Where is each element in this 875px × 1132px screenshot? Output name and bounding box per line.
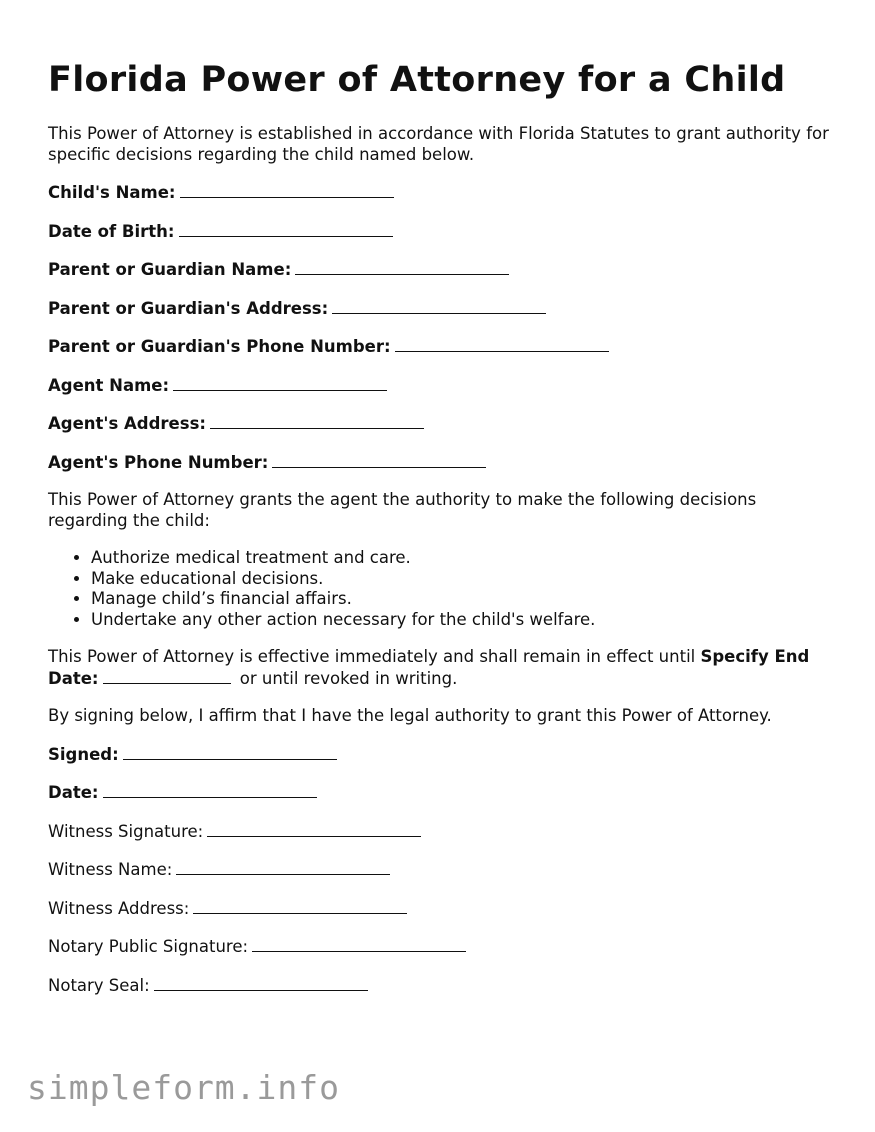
authority-intro: This Power of Attorney grants the agent the authority to make the following decisions regarding the child: xyxy=(48,490,757,530)
field-label: Notary Public Signature: xyxy=(48,937,249,956)
field-label: Notary Seal: xyxy=(48,975,150,995)
field-notary-signature xyxy=(48,936,838,958)
field-label: Agent's Phone Number: xyxy=(48,452,269,472)
field-date xyxy=(48,782,838,804)
field-parent-phone xyxy=(48,336,838,358)
witness-address-blank[interactable] xyxy=(193,898,407,914)
document-title: Florida Power of Attorney for a Child xyxy=(48,60,786,100)
field-signed xyxy=(48,744,838,766)
signed-blank[interactable] xyxy=(123,744,337,760)
field-label: Child's Name: xyxy=(48,183,176,202)
field-label: Witness Signature: xyxy=(48,821,204,841)
witness-name-blank[interactable] xyxy=(176,859,390,875)
end-date-blank[interactable] xyxy=(103,668,231,684)
list-item: • Make educational decisions. xyxy=(91,569,838,590)
field-label: Date of Birth: xyxy=(48,221,175,241)
watermark-text: simpleform.info xyxy=(27,1068,341,1107)
witness-signature-blank[interactable] xyxy=(207,821,421,837)
field-witness-name xyxy=(48,859,838,881)
field-date-of-birth xyxy=(48,221,838,243)
childs-name-blank[interactable] xyxy=(180,182,394,198)
notary-seal-blank[interactable] xyxy=(154,975,368,991)
authority-list xyxy=(48,548,838,630)
field-witness-signature xyxy=(48,821,838,843)
list-item: • Manage child’s financial affairs. xyxy=(91,589,838,610)
effective-text-after: or until revoked in writing. xyxy=(234,668,458,688)
field-label: Parent or Guardian's Address: xyxy=(48,298,329,318)
field-label: Witness Address: xyxy=(48,898,190,918)
effective-paragraph xyxy=(48,647,838,689)
date-blank[interactable] xyxy=(103,782,317,798)
field-label: Witness Name: xyxy=(48,860,173,879)
date-of-birth-blank[interactable] xyxy=(179,221,393,237)
effective-text-before: This Power of Attorney is effective immediately and shall remain in effect until xyxy=(48,647,701,666)
field-label: Parent or Guardian's Phone Number: xyxy=(48,337,391,356)
field-agent-phone xyxy=(48,452,838,474)
field-label: Parent or Guardian Name: xyxy=(48,260,292,279)
agent-name-blank[interactable] xyxy=(173,375,387,391)
field-parent-name xyxy=(48,259,838,281)
field-label: Agent's Address: xyxy=(48,414,206,433)
intro-paragraph: This Power of Attorney is established in accordance with Florida Statutes to grant authority for specific decisions regarding the child named below. xyxy=(48,124,829,164)
end-date-label: Specify End Date: xyxy=(48,647,810,688)
field-label: Date: xyxy=(48,783,99,802)
field-notary-seal xyxy=(48,975,838,997)
affirm-paragraph: By signing below, I affirm that I have the legal authority to grant this Power of Attorney. xyxy=(48,706,772,725)
list-item: • Authorize medical treatment and care. xyxy=(91,548,838,569)
field-label: Agent Name: xyxy=(48,375,170,395)
field-witness-address xyxy=(48,898,838,920)
agent-phone-blank[interactable] xyxy=(272,452,486,468)
field-parent-address xyxy=(48,298,838,320)
parent-address-blank[interactable] xyxy=(332,298,546,314)
field-agent-name xyxy=(48,375,838,397)
field-agent-address xyxy=(48,413,838,435)
notary-signature-blank[interactable] xyxy=(252,936,466,952)
agent-address-blank[interactable] xyxy=(210,413,424,429)
parent-name-blank[interactable] xyxy=(295,259,509,275)
field-childs-name xyxy=(48,182,838,204)
list-item: • Undertake any other action necessary for the child's welfare. xyxy=(91,610,838,631)
document-page xyxy=(48,58,838,1013)
field-label: Signed: xyxy=(48,744,119,764)
parent-phone-blank[interactable] xyxy=(395,336,609,352)
